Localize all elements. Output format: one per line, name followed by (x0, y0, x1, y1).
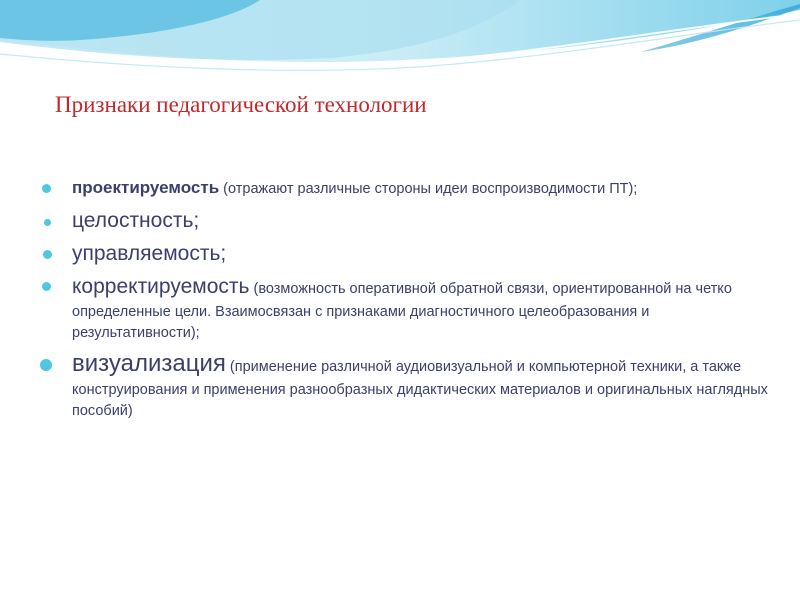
item-detail: (отражают различные стороны идеи воспроизводимости ПТ); (219, 181, 638, 197)
list-item-visualization (40, 349, 770, 421)
item-detail: (применение различной аудиовизуальной и компьютерной техники, а также конструирования и применения разнообразных дидактических материалов и оригинальных наглядных пособий) (72, 359, 768, 419)
bullet-dot-icon (42, 184, 51, 193)
item-detail: (возможность оперативной обратной связи, ориентированной на четко определенные цели. Взаимосвязан с признаками диагностичного целеобразования и результативности); (72, 281, 732, 341)
item-lead: визуализация (72, 350, 226, 377)
bullet-dot-icon (40, 359, 52, 371)
decorative-wave-header (0, 0, 800, 80)
bullet-dot-icon (43, 250, 52, 259)
item-lead: целостность; (72, 209, 200, 232)
list-item-integrity (40, 207, 770, 235)
bullet-list (40, 178, 770, 421)
slide-title: Признаки педагогической технологии (55, 92, 427, 117)
bullet-dot-icon (44, 219, 51, 226)
bullet-dot-icon (42, 282, 51, 291)
item-lead: проектируемость (72, 178, 220, 197)
list-item-correctability (40, 273, 770, 343)
item-lead: управляемость; (72, 242, 227, 265)
list-item-manageability (40, 240, 770, 268)
list-item-projectability (40, 178, 770, 199)
item-lead: корректируемость (72, 275, 250, 298)
